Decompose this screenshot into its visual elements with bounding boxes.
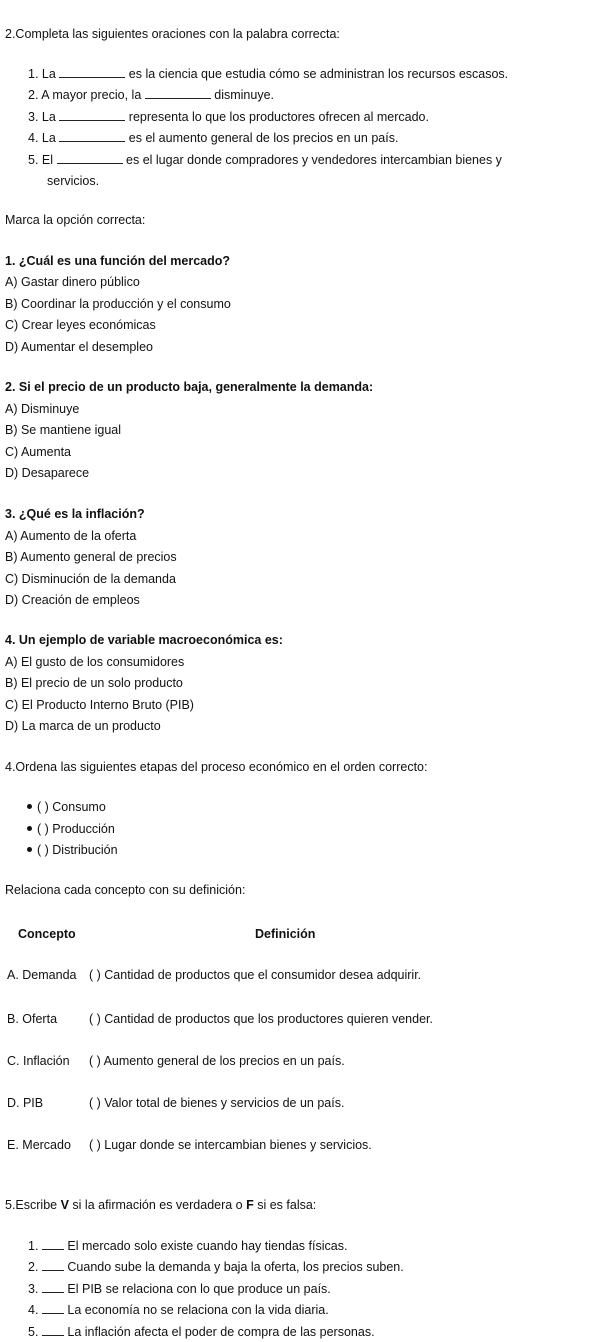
item-number: 4. [28, 1303, 39, 1317]
bullet-icon [27, 826, 32, 831]
mcq-option[interactable]: A) Aumento de la oferta [5, 529, 137, 543]
tf-statement: La economía no se relaciona con la vida diaria. [67, 1303, 329, 1317]
tf-title [5, 1198, 316, 1212]
item-number: 1. [28, 67, 39, 81]
item-post: disminuye. [214, 88, 274, 102]
match-header-concept: Concepto [18, 927, 76, 941]
answer-blank[interactable] [42, 1281, 64, 1293]
order-item[interactable] [27, 822, 115, 836]
order-item[interactable] [27, 800, 106, 814]
answer-blank[interactable] [59, 130, 125, 142]
answer-blank[interactable] [59, 66, 125, 78]
fill-item-1 [28, 66, 508, 81]
mcq-option[interactable]: A) Disminuye [5, 402, 80, 416]
item-post: es el aumento general de los precios en un país. [128, 131, 399, 145]
mcq-option[interactable]: D) Desaparece [5, 466, 90, 480]
match-definition[interactable]: ( ) Aumento general de los precios en un país. [89, 1054, 345, 1068]
match-concept: E. Mercado [7, 1138, 71, 1152]
mcq-question-1: 1. ¿Cuál es una función del mercado? [5, 254, 231, 268]
tf-item-1 [28, 1238, 347, 1253]
item-post: representa lo que los productores ofrecen al mercado. [128, 110, 429, 124]
tf-title-v: V [60, 1198, 69, 1212]
match-header-definition: Definición [255, 927, 316, 941]
answer-blank[interactable] [57, 152, 123, 164]
mcq-option[interactable]: C) El Producto Interno Bruto (PIB) [5, 698, 194, 712]
item-number: 2. [28, 88, 39, 102]
match-definition[interactable]: ( ) Cantidad de productos que el consumidor desea adquirir. [89, 968, 422, 982]
mcq-option[interactable]: B) El precio de un solo producto [5, 676, 183, 690]
answer-blank[interactable] [42, 1302, 64, 1314]
mcq-option[interactable]: C) Disminución de la demanda [5, 572, 176, 586]
match-concept: B. Oferta [7, 1012, 58, 1026]
answer-blank[interactable] [42, 1324, 64, 1336]
mcq-option[interactable]: C) Crear leyes económicas [5, 318, 156, 332]
answer-blank[interactable] [42, 1259, 64, 1271]
mcq-question-3: 3. ¿Qué es la inflación? [5, 507, 145, 521]
order-item-label: ( ) Consumo [37, 800, 106, 814]
order-item-label: ( ) Producción [37, 822, 115, 836]
answer-blank[interactable] [42, 1238, 64, 1250]
fill-item-5 [28, 152, 502, 167]
item-number: 1. [28, 1239, 39, 1253]
tf-statement: La inflación afecta el poder de compra de las personas. [67, 1325, 375, 1339]
item-number: 3. [28, 110, 39, 124]
order-item[interactable] [27, 843, 118, 857]
match-concept: A. Demanda [7, 968, 77, 982]
item-pre: La [41, 131, 56, 145]
match-definition[interactable]: ( ) Lugar donde se intercambian bienes y servicios. [89, 1138, 372, 1152]
tf-title-part: si es falsa: [253, 1198, 317, 1212]
match-definition[interactable]: ( ) Valor total de bienes y servicios de un país. [89, 1096, 345, 1110]
mcq-option[interactable]: B) Aumento general de precios [5, 550, 177, 564]
item-pre: El [41, 153, 54, 167]
tf-item-5 [28, 1324, 375, 1339]
tf-item-4 [28, 1302, 329, 1317]
mcq-question-4: 4. Un ejemplo de variable macroeconómica es: [5, 633, 283, 647]
tf-title-part: si la afirmación es verdadera o [68, 1198, 247, 1212]
tf-item-3 [28, 1281, 331, 1296]
fill-item-4 [28, 130, 398, 145]
mcq-option[interactable]: C) Aumenta [5, 445, 72, 459]
match-concept: D. PIB [7, 1096, 44, 1110]
mcq-question-2: 2. Si el precio de un producto baja, generalmente la demanda: [5, 380, 374, 394]
match-title: Relaciona cada concepto con su definición: [5, 883, 246, 897]
order-title: 4.Ordena las siguientes etapas del proceso económico en el orden correcto: [5, 760, 428, 774]
item-pre: La [41, 110, 56, 124]
answer-blank[interactable] [145, 87, 211, 99]
match-definition[interactable]: ( ) Cantidad de productos que los productores quieren vender. [89, 1012, 433, 1026]
fill-item-2 [28, 87, 274, 102]
bullet-icon [27, 847, 32, 852]
fill-item-5-continuation: servicios. [47, 174, 100, 188]
answer-blank[interactable] [59, 109, 125, 121]
order-item-label: ( ) Distribución [37, 843, 118, 857]
item-number: 5. [28, 153, 39, 167]
mcq-option[interactable]: B) Coordinar la producción y el consumo [5, 297, 231, 311]
mcq-option[interactable]: A) El gusto de los consumidores [5, 655, 185, 669]
tf-title-part: 5.Escribe [5, 1198, 61, 1212]
tf-title-f: F [246, 1198, 254, 1212]
item-number: 2. [28, 1260, 39, 1274]
bullet-icon [27, 804, 32, 809]
mcq-option[interactable]: D) La marca de un producto [5, 719, 161, 733]
tf-statement: Cuando sube la demanda y baja la oferta, los precios suben. [67, 1260, 404, 1274]
mcq-option[interactable]: B) Se mantiene igual [5, 423, 122, 437]
tf-statement: El mercado solo existe cuando hay tiendas físicas. [67, 1239, 348, 1253]
fill-item-3 [28, 109, 429, 124]
mcq-option[interactable]: A) Gastar dinero público [5, 275, 140, 289]
mcq-option[interactable]: D) Aumentar el desempleo [5, 340, 153, 354]
item-number: 5. [28, 1325, 39, 1339]
item-post: es el lugar donde compradores y vendedores intercambian bienes y [126, 153, 502, 167]
item-pre: A mayor precio, la [41, 88, 142, 102]
item-post: es la ciencia que estudia cómo se administran los recursos escasos. [128, 67, 509, 81]
match-concept: C. Inflación [7, 1054, 70, 1068]
section-fill-title: 2.Completa las siguientes oraciones con la palabra correcta: [5, 27, 340, 41]
item-pre: La [41, 67, 56, 81]
item-number: 3. [28, 1282, 39, 1296]
tf-item-2 [28, 1259, 404, 1274]
mcq-option[interactable]: D) Creación de empleos [5, 593, 140, 607]
mcq-title: Marca la opción correcta: [5, 213, 146, 227]
item-number: 4. [28, 131, 39, 145]
tf-statement: El PIB se relaciona con lo que produce un país. [67, 1282, 331, 1296]
